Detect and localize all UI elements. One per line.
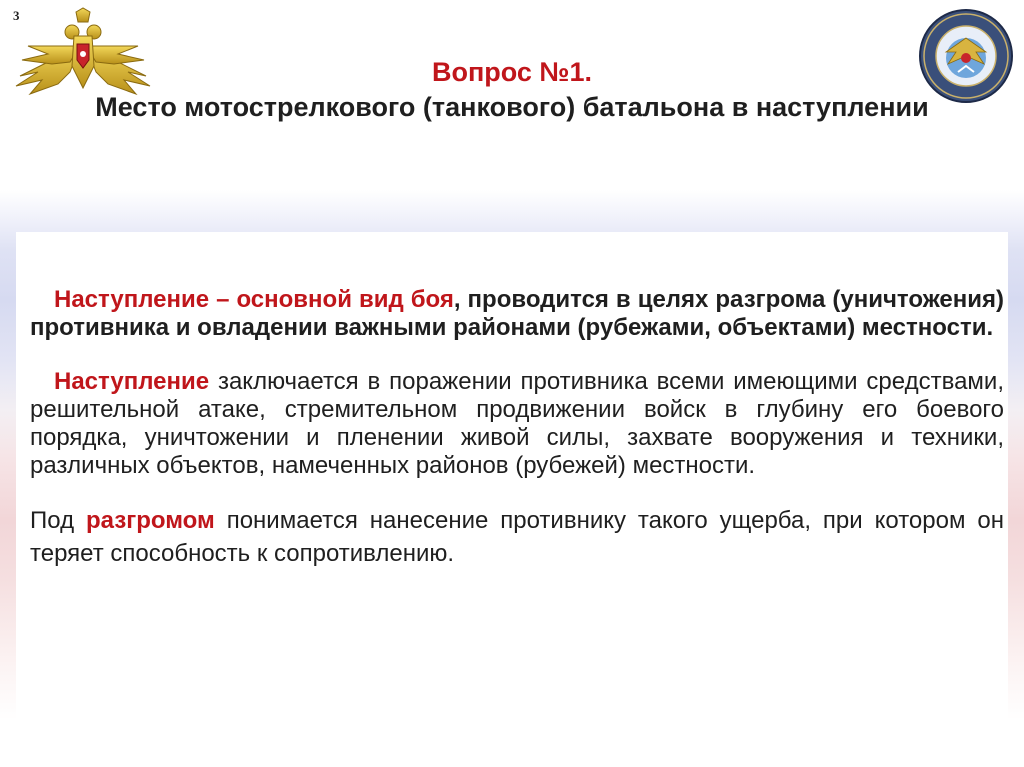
paragraph-definition (30, 286, 1004, 342)
paragraph-content-text: заключается в поражении противника всеми имеющими средствами, решительной атаке, стремительном продвижении войск в глубину его боевого порядка, уничтожении и пленении живой силы, захвате вооружения и техники, различных объектов, намеченных районов (рубежей) местности. (30, 368, 1004, 479)
paragraph-rout-prefix: Под (30, 507, 87, 534)
paragraph-content (30, 368, 1004, 480)
highlight-definition: Наступление – основной вид боя (54, 286, 454, 313)
paragraph-definition-text: , проводится в целях разгрома (уничтожения) противника и овладении важными районами (рубежами, объектами) местности. (30, 286, 1005, 341)
highlight-rout: разгромом (86, 507, 215, 534)
body-text (30, 286, 1004, 570)
slide-number: 3 (13, 8, 20, 23)
highlight-offensive: Наступление (54, 368, 210, 395)
title-question: Вопрос №1. (431, 57, 593, 87)
paragraph-rout (30, 504, 1004, 570)
title-main: Место мотострелкового (танкового) батальона в наступлении (95, 92, 929, 122)
slide-title (60, 56, 964, 124)
paragraph-rout-text: понимается нанесение противнику такого ущерба, при котором он теряет способность к сопротивлению. (30, 507, 1004, 567)
